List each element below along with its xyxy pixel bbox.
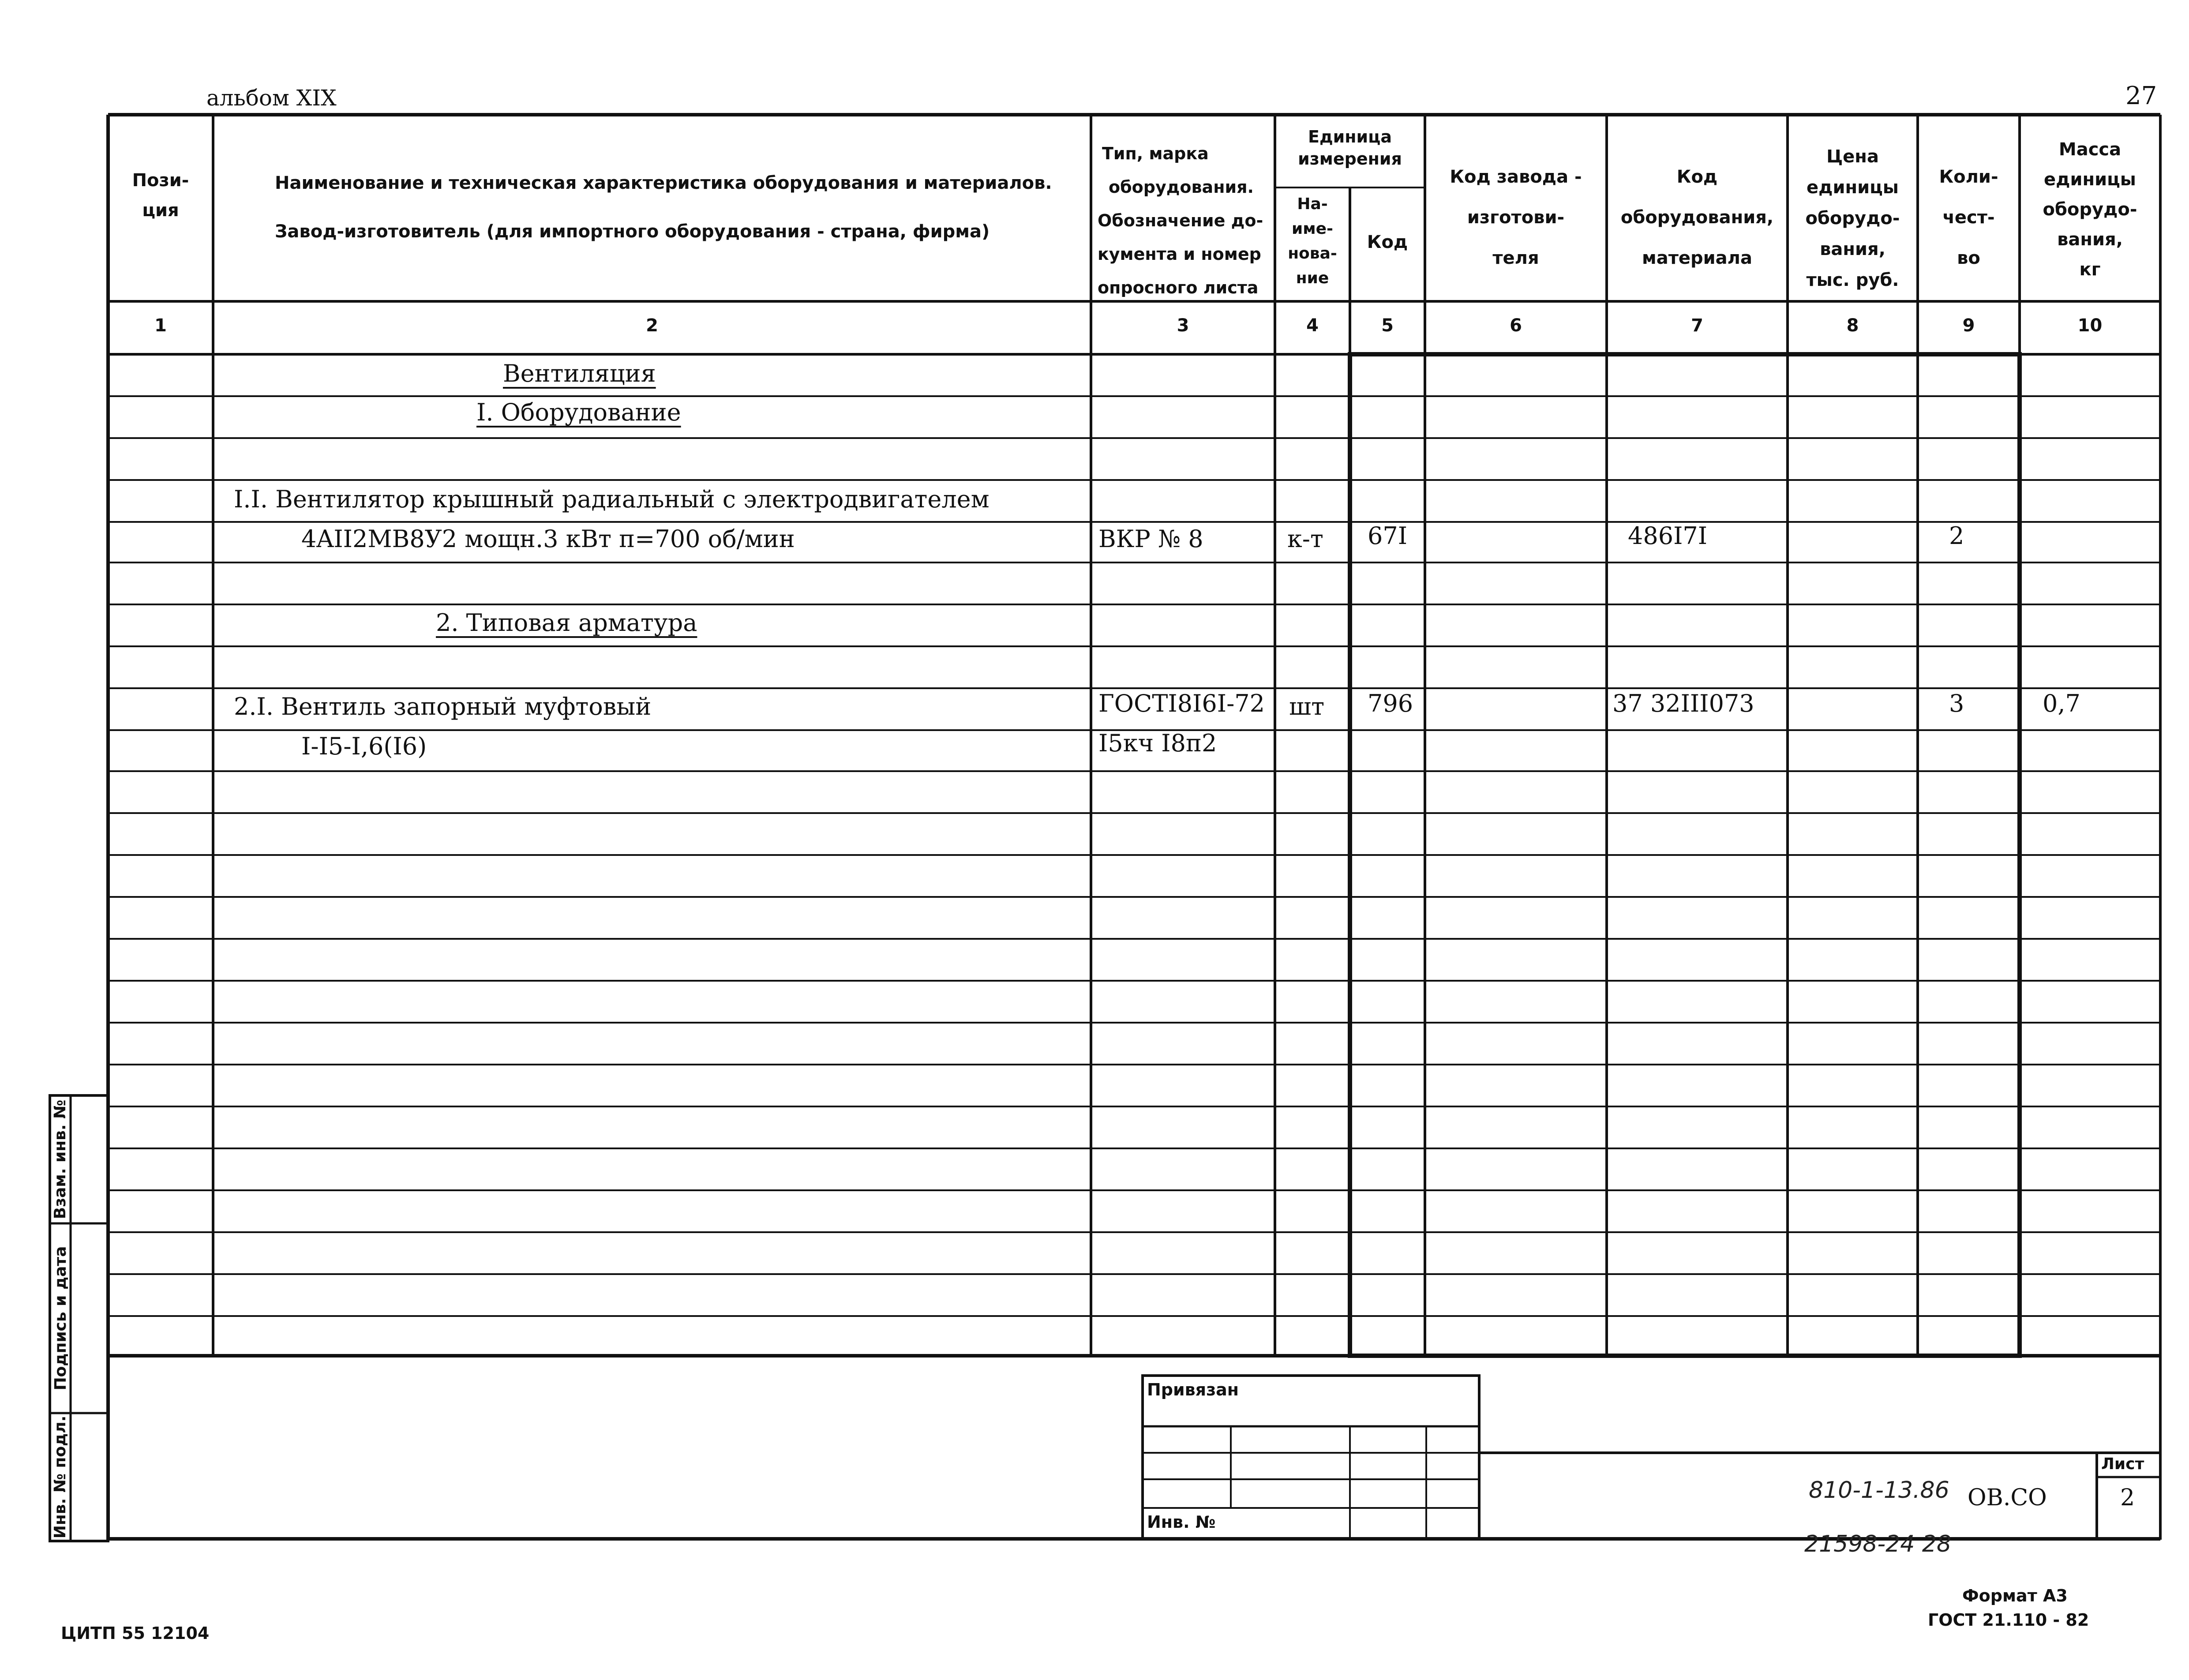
- col-number-10: 10: [2077, 315, 2103, 336]
- item1-name-line2: 4AII2MB8У2 мощн.3 кВт п=700 об/мин: [301, 525, 795, 553]
- sheet-number: 2: [2120, 1485, 2135, 1511]
- side-label-signature-date: Подпись и дата: [52, 1246, 70, 1391]
- header-unit-code: Код: [1367, 232, 1408, 252]
- item2-name-line1: 2.I. Вентиль запорный муфтовый: [234, 693, 652, 720]
- header-type: Тип, марка оборудования. Обозначение до- кумента и номер опросного листа: [1098, 144, 1263, 297]
- item1-type: ВКР № 8: [1098, 525, 1203, 553]
- item1-quantity: 2: [1949, 522, 1964, 550]
- document-code-handwritten: 810-1-13.86: [1809, 1477, 1949, 1504]
- item1-unit: к-т: [1287, 525, 1323, 553]
- footer-left-code: ЦИТП 55 12104: [61, 1624, 210, 1643]
- stamp-inventory-label: Инв. №: [1147, 1512, 1216, 1532]
- col-number-4: 4: [1306, 315, 1319, 336]
- header-equipment-code: Код оборудования, материала: [1620, 167, 1774, 268]
- sheet-label: Лист: [2101, 1455, 2144, 1473]
- item2-name-line2: I-I5-I,6(I6): [301, 732, 427, 760]
- item1-unit-code: 67I: [1368, 522, 1408, 550]
- header-unit-group: Единица измерения: [1298, 127, 1402, 169]
- header-quantity: Коли- чест- во: [1939, 167, 1998, 268]
- document-code: ОВ.СО: [1968, 1485, 2047, 1511]
- side-label-original-inv: Инв. № подл.: [51, 1415, 69, 1539]
- stamp-attached-label: Привязан: [1147, 1380, 1239, 1399]
- col-number-9: 9: [1962, 315, 1975, 336]
- col-number-8: 8: [1846, 315, 1859, 336]
- item1-name-line1: I.I. Вентилятор крышный радиальный с электродвигателем: [234, 485, 990, 513]
- col-number-5: 5: [1381, 315, 1394, 336]
- item2-quantity: 3: [1949, 690, 1964, 717]
- header-unit-name: На- име- нова- ние: [1288, 195, 1337, 287]
- col-number-7: 7: [1691, 315, 1703, 336]
- handwritten-registration-number: 21598-24 28: [1804, 1531, 1952, 1557]
- col-number-3: 3: [1177, 315, 1189, 336]
- section-title: Вентиляция: [503, 360, 656, 387]
- footer-format: Формат А3: [1962, 1586, 2068, 1605]
- header-price: Цена единицы оборудо- вания, тыс. руб.: [1805, 146, 1900, 290]
- item2-mass: 0,7: [2043, 690, 2080, 717]
- col-number-2: 2: [646, 315, 658, 336]
- col-number-6: 6: [1510, 315, 1522, 336]
- item2-unit: шт: [1289, 693, 1325, 720]
- subsection-fittings: 2. Типовая арматура: [436, 609, 697, 637]
- header-factory-code: Код завода - изготови- теля: [1450, 167, 1582, 268]
- header-name: Наименование и техническая характеристика оборудования и материалов. Завод-изготовитель (для импортного оборудования - страна, фирма): [275, 173, 1052, 242]
- item2-type-line1: ГОСТI8I6I-72: [1098, 690, 1265, 717]
- header-mass: Масса единицы оборудо- вания, кг: [2043, 139, 2137, 280]
- item2-unit-code: 796: [1368, 690, 1413, 717]
- side-label-replacement-inv: Взам. инв. №: [51, 1099, 69, 1219]
- item1-equipment-code: 486I7I: [1628, 522, 1708, 550]
- album-label: альбом XIX: [206, 85, 337, 111]
- item2-equipment-code: 37 32III073: [1612, 690, 1754, 717]
- page-number: 27: [2125, 82, 2157, 110]
- footer-gost: ГОСТ 21.110 - 82: [1928, 1610, 2089, 1630]
- item2-type-line2: I5кч I8п2: [1098, 729, 1217, 757]
- col-number-1: 1: [154, 315, 167, 336]
- header-position: Пози- ция: [132, 170, 189, 221]
- subsection-equipment: I. Оборудование: [476, 398, 681, 426]
